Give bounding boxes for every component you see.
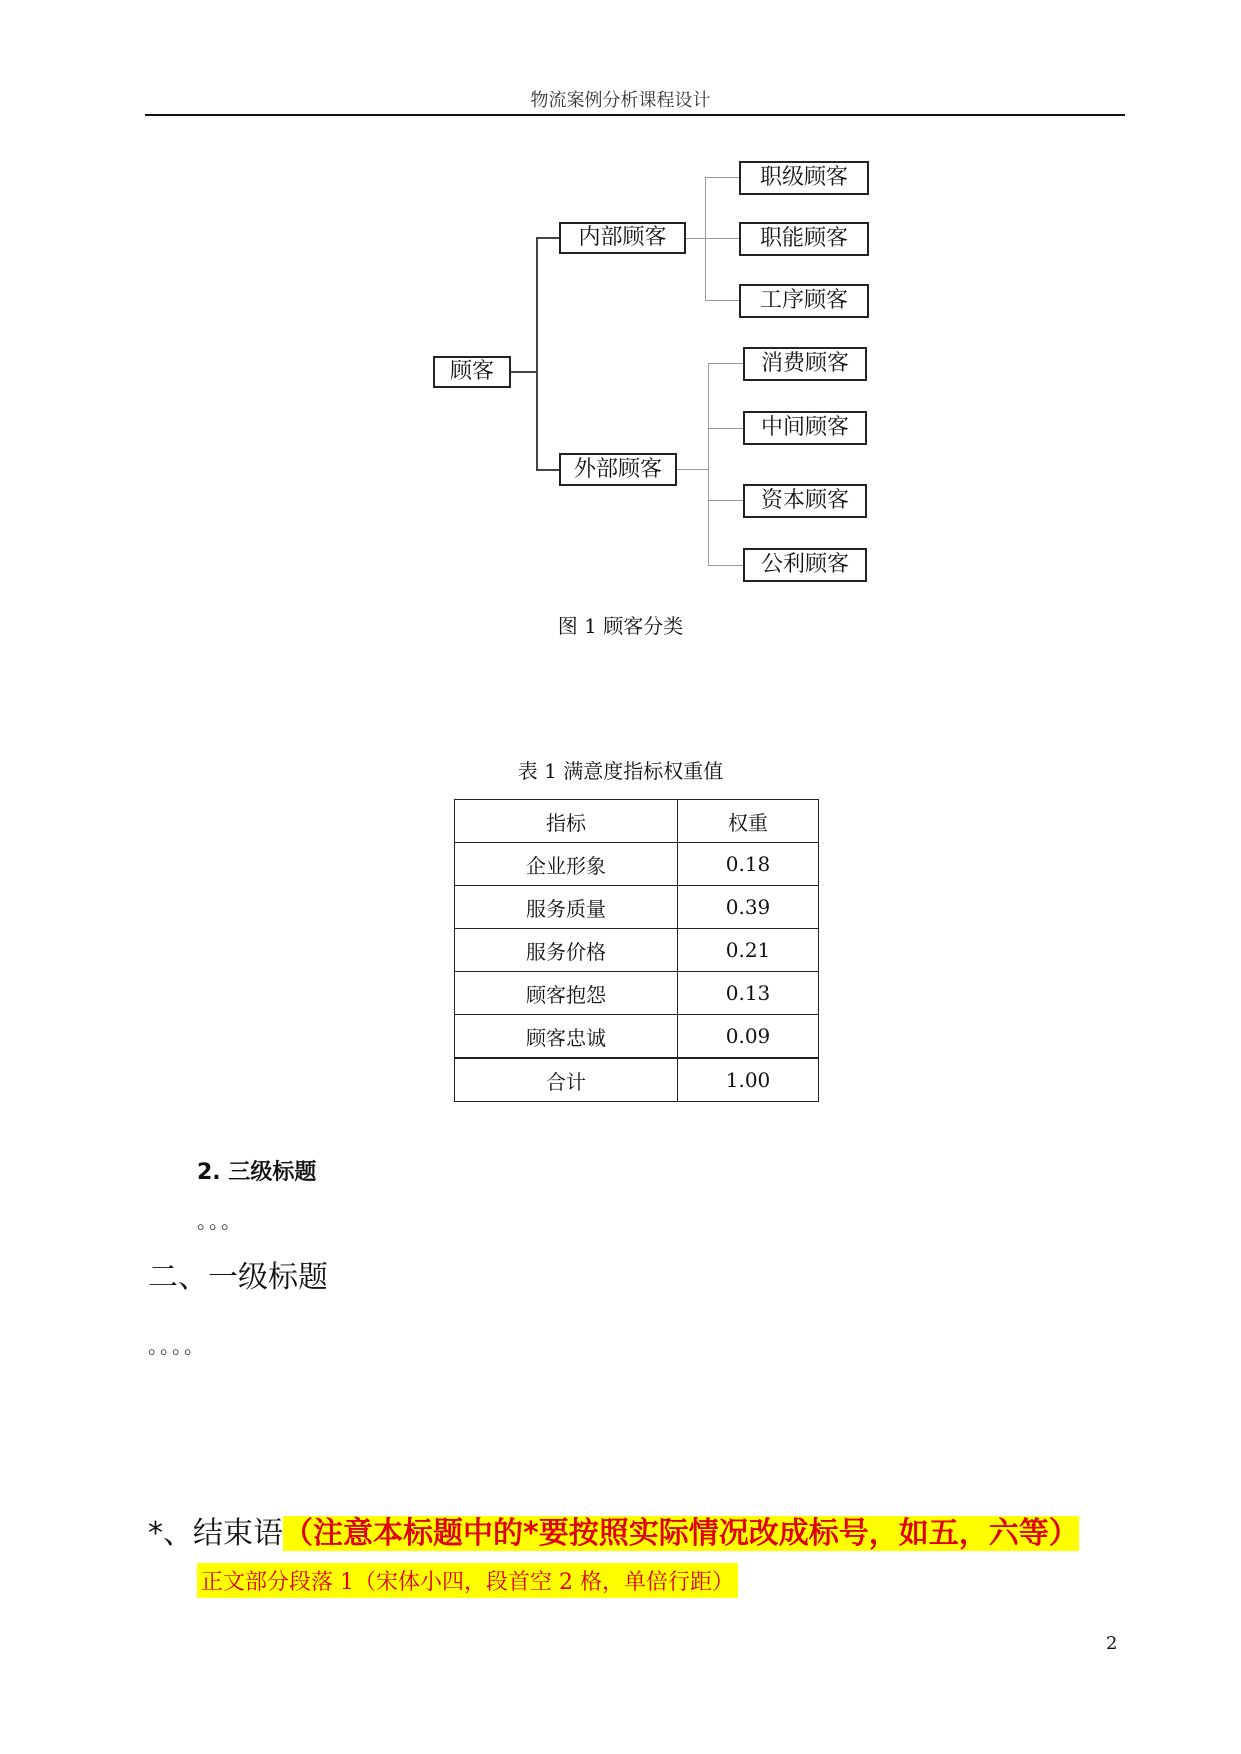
conclusion-heading-text: *、结束语 <box>148 1516 283 1551</box>
connector <box>536 237 538 470</box>
figure-caption: 图 1 顾客分类 <box>557 614 684 638</box>
placeholder-dots: 。。。 <box>197 1209 243 1233</box>
table-cell: 0.39 <box>678 886 819 929</box>
diagram-internal-child-label: 工序顾客 <box>759 288 848 313</box>
diagram-internal-child-box <box>739 284 869 318</box>
connector <box>686 238 706 239</box>
table-total-row <box>455 1058 819 1102</box>
diagram-external-child-label: 公利顾客 <box>760 552 849 577</box>
table-cell: 顾客抱怨 <box>455 972 678 1015</box>
table-row <box>455 972 819 1015</box>
table-cell: 0.13 <box>678 972 819 1015</box>
connector <box>708 363 709 566</box>
connector <box>708 428 743 429</box>
table-header-row <box>455 800 819 843</box>
table-cell: 企业形象 <box>455 843 678 886</box>
table-header-cell: 指标 <box>455 800 678 843</box>
diagram-internal-child-label: 职能顾客 <box>759 226 848 251</box>
diagram-external-child-box <box>743 548 867 582</box>
diagram-external-child-label: 资本顾客 <box>760 488 849 513</box>
weights-table <box>454 799 819 1102</box>
diagram-internal-child-box <box>739 161 869 195</box>
paragraph-format-note: 正文部分段落 1（宋体小四，段首空 2 格，单倍行距） <box>197 1563 738 1598</box>
diagram-external-child-box <box>743 484 867 518</box>
diagram-internal-box <box>559 222 686 254</box>
connector <box>705 300 739 301</box>
table-cell: 服务价格 <box>455 929 678 972</box>
table-row <box>455 1015 819 1059</box>
table-cell: 合计 <box>455 1058 678 1102</box>
table-cell: 0.21 <box>678 929 819 972</box>
connector <box>705 238 739 239</box>
connector <box>536 237 559 239</box>
connector <box>536 469 559 471</box>
diagram-internal-child-box <box>739 222 869 256</box>
page-header-title: 物流案例分析课程设计 <box>530 90 711 111</box>
conclusion-heading <box>148 1508 1079 1552</box>
table-cell: 0.18 <box>678 843 819 886</box>
page-number: 2 <box>1106 1633 1118 1654</box>
header-rule <box>145 114 1125 116</box>
conclusion-note: （注意本标题中的*要按照实际情况改成标号，如五，六等） <box>283 1516 1079 1551</box>
table-cell: 0.09 <box>678 1015 819 1059</box>
table-cell: 服务质量 <box>455 886 678 929</box>
level3-heading: 2. 三级标题 <box>197 1160 317 1185</box>
diagram-internal-child-label: 职级顾客 <box>759 165 848 190</box>
diagram-external-label: 外部顾客 <box>573 456 662 482</box>
connector <box>705 177 706 301</box>
connector <box>708 500 743 501</box>
table-row <box>455 929 819 972</box>
placeholder-dots: 。。。。 <box>148 1334 206 1358</box>
table-header-cell: 权重 <box>678 800 819 843</box>
connector <box>708 363 743 364</box>
diagram-external-child-box <box>743 411 867 445</box>
connector <box>705 177 739 178</box>
diagram-external-child-label: 消费顾客 <box>760 351 849 376</box>
diagram-external-box <box>559 453 677 486</box>
diagram-external-child-box <box>743 347 867 381</box>
table-row <box>455 886 819 929</box>
connector <box>677 469 709 470</box>
connector <box>708 565 743 566</box>
diagram-root-label: 顾客 <box>449 359 494 384</box>
diagram-root-box <box>433 356 511 388</box>
table-row <box>455 843 819 886</box>
diagram-internal-label: 内部顾客 <box>578 225 667 250</box>
table-caption: 表 1 满意度指标权重值 <box>517 759 724 783</box>
connector <box>511 371 537 373</box>
diagram-external-child-label: 中间顾客 <box>760 415 849 440</box>
table-cell: 顾客忠诚 <box>455 1015 678 1059</box>
table-cell: 1.00 <box>678 1058 819 1102</box>
level1-heading: 二、一级标题 <box>148 1260 328 1295</box>
